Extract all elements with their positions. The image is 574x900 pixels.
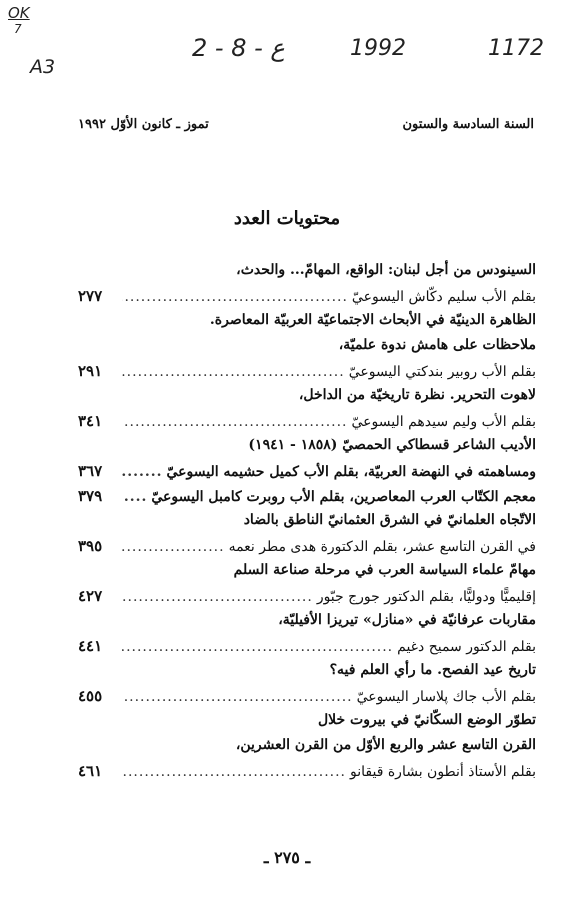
toc-page-number: ٣٩٥ [78,537,103,555]
page-title: محتويات العدد [233,208,341,229]
toc-entry-text: بقلم الدكتور سميح دغيم [397,639,536,655]
toc-entry-text: مقاربات عرفانيّة في «منازل» تيريزا الأفيليّة، [278,612,536,628]
handwritten-year: 1992 [350,36,406,61]
toc-row [78,612,536,637]
toc-entry-text: بقلم الأب وليم سيدهم اليسوعيّ [351,414,536,430]
toc-row [78,537,536,562]
toc-entry-text: السينودس من أجل لبنان: الواقع، المهامّ... والحدث، [236,262,536,278]
toc-row [78,687,536,712]
handwritten-ok-sub-mark: 7 [14,22,22,36]
toc-page-number: ٢٧٧ [78,287,103,305]
toc-row [78,512,536,537]
page-number: ـ ٢٧٥ ـ [263,848,311,867]
toc-entry-text: بقلم الأب سليم دكّاش اليسوعيّ [351,289,536,305]
toc-leader-dots [122,364,345,380]
toc-row [78,412,536,437]
toc-row [78,437,536,462]
toc-entry-text: في القرن التاسع عشر، بقلم الدكتورة هدى مطر نعمه [228,539,536,555]
toc-entry-text: الأديب الشاعر قسطاكي الحمصيّ (١٨٥٨ - ١٩٤١) [248,437,536,453]
toc-page-number: ٢٩١ [78,362,103,380]
toc-entry-text: تطوّر الوضع السكّانيّ في بيروت خلال [317,712,536,728]
toc-row [78,762,536,787]
toc-entry-text: لاهوت التحرير. نظرة تاريخيّة من الداخل، [298,387,536,403]
toc-row [78,462,536,487]
toc-row [78,662,536,687]
toc-entry-text: بقلم الأب جاك پلاسار اليسوعيّ [356,689,536,705]
toc-entry-text: معجم الكتّاب العرب المعاصرين، بقلم الأب روبرت كامبل اليسوعيّ [151,489,536,505]
toc-leader-dots [122,689,353,705]
toc-entry-text: الظاهرة الدينيّة في الأبحاث الاجتماعيّة العربيّة المعاصرة. [209,312,536,328]
toc-row [78,337,536,362]
toc-leader-dots [122,489,147,505]
toc-page-number: ٤٥٥ [78,687,103,705]
toc-page-number: ٤٦١ [78,762,103,780]
toc-leader-dots [122,589,313,605]
toc-leader-dots [122,539,225,555]
toc-leader-dots [122,764,346,780]
toc-entry-text: ومساهمته في النهضة العربيّة، بقلم الأب كميل حشيمه اليسوعيّ [166,464,536,480]
handwritten-date: 2 - 8 - ع [192,34,285,62]
toc-row [78,562,536,587]
toc-leader-dots [122,414,348,430]
toc-row [78,487,536,512]
toc-row [78,587,536,612]
toc-entry-text: القرن التاسع عشر والربع الأوّل من القرن العشرين، [235,737,536,753]
toc-page-number: ٣٦٧ [78,462,103,480]
toc-page-number: ٣٤١ [78,412,103,430]
header-date-range: تموز ـ كانون الأوّل ١٩٩٢ [78,117,209,132]
toc-page-number: ٣٧٩ [78,487,103,505]
header-volume: السنة السادسة والستون [402,117,534,132]
handwritten-number: 1172 [488,36,544,61]
toc-row [78,312,536,337]
toc-row [78,387,536,412]
toc-entry-text: بقلم الأب روبير بندكتي اليسوعيّ [348,364,536,380]
toc-row [78,737,536,762]
toc-entry-text: بقلم الأستاذ أنطون بشارة قيقانو [350,764,536,780]
table-of-contents [78,262,536,787]
toc-leader-dots [122,289,348,305]
toc-row [78,637,536,662]
toc-entry-text: تاريخ عيد الفصح. ما رأي العلم فيه؟ [329,662,536,678]
toc-row [78,262,536,287]
toc-leader-dots [122,464,163,480]
toc-row [78,287,536,312]
toc-entry-text: الاتّجاه العلمانيّ في الشرق العثمانيّ الناطق بالضاد [243,512,536,528]
toc-leader-dots [122,639,393,655]
toc-entry-text: ملاحظات على هامش ندوة علميّة، [338,337,536,353]
toc-page-number: ٤٢٧ [78,587,103,605]
toc-entry-text: مهامّ علماء السياسة العرب في مرحلة صناعة السلم [233,562,536,578]
toc-page-number: ٤٤١ [78,637,103,655]
handwritten-ok-mark: OK [8,4,30,22]
toc-entry-text: إقليميًّا ودوليًّا، بقلم الدكتور جورج جبّور [316,589,536,605]
toc-row [78,362,536,387]
toc-row [78,712,536,737]
handwritten-a3-mark: A3 [30,56,56,78]
